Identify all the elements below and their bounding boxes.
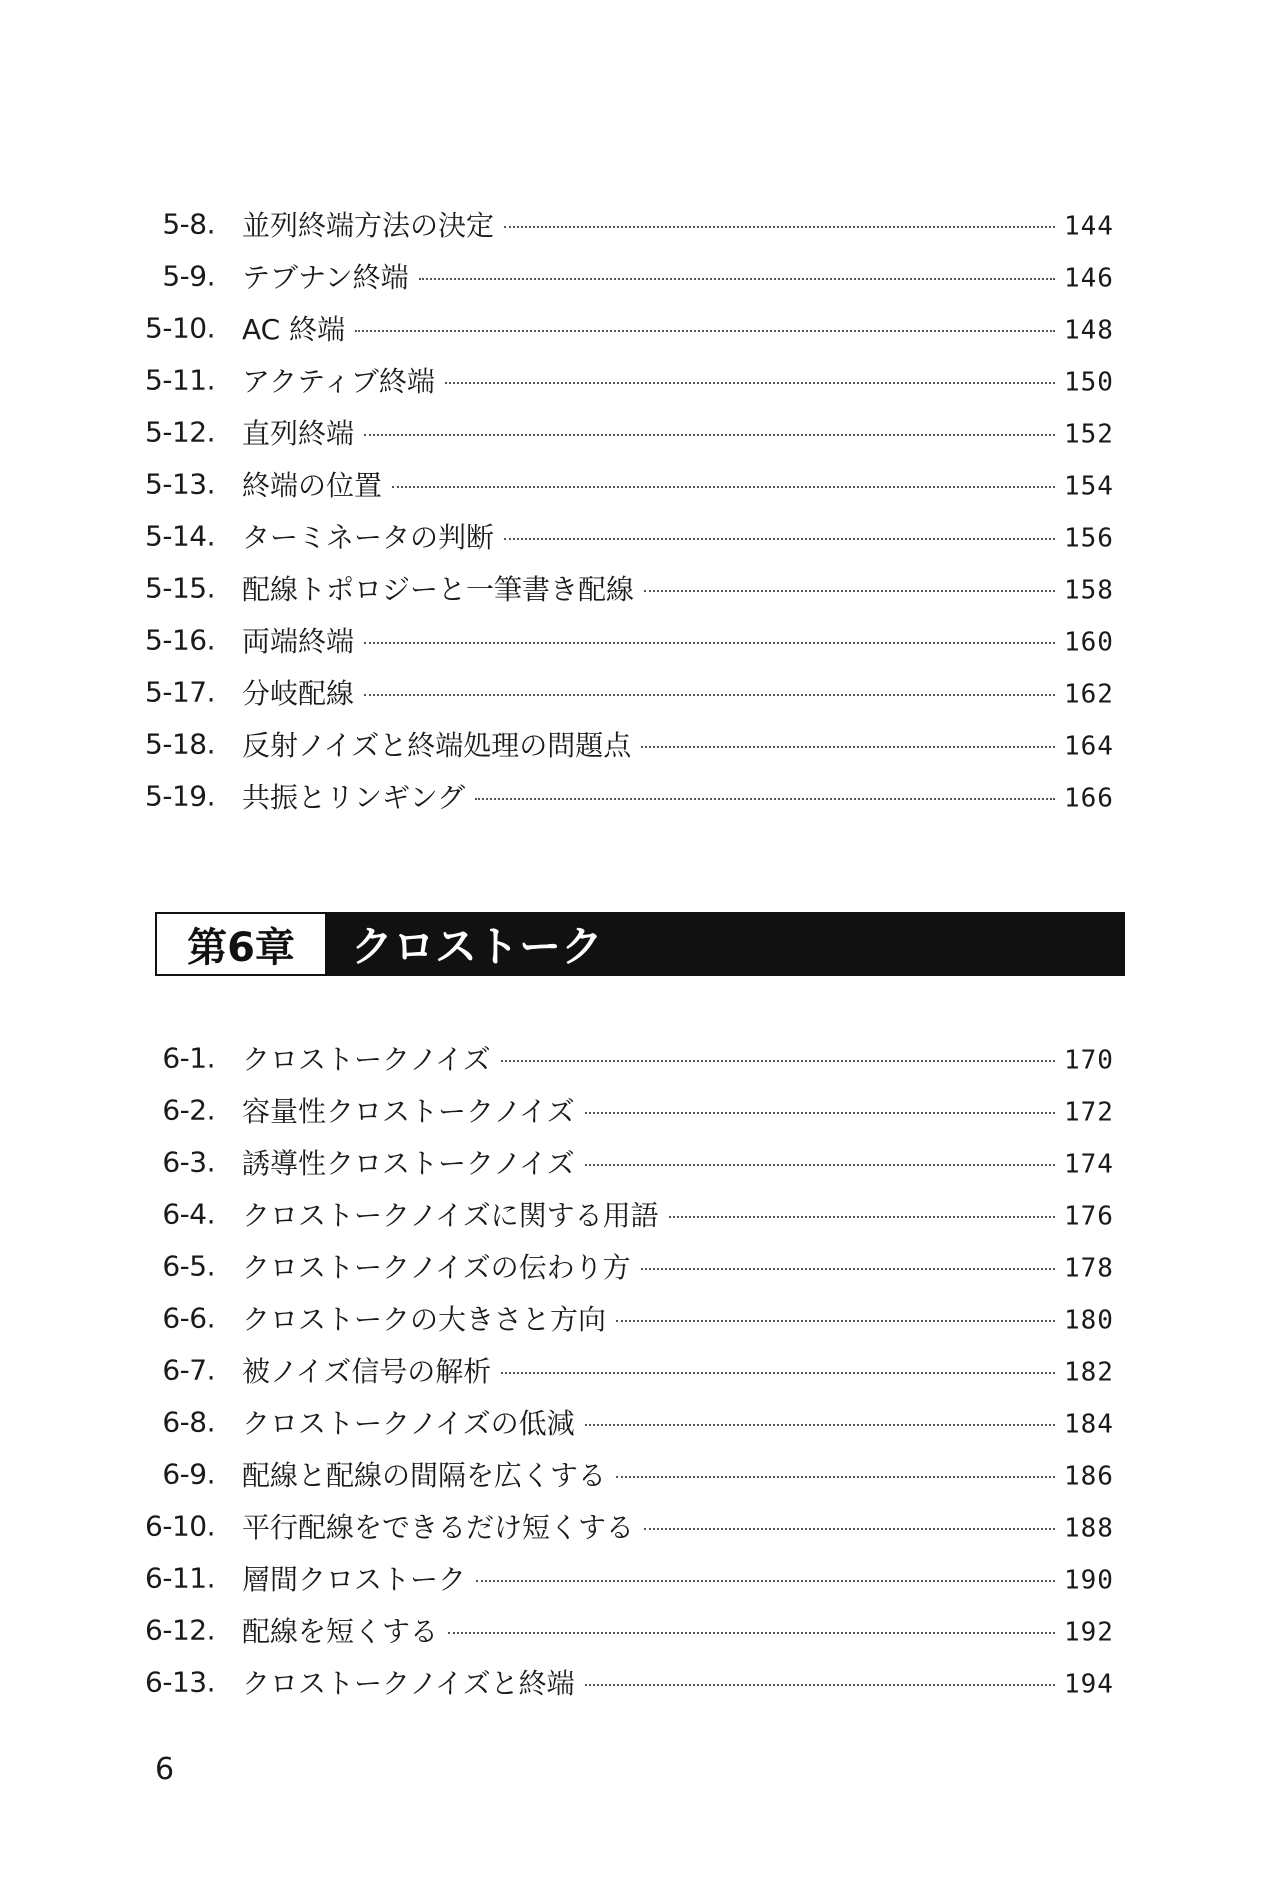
toc-entry[interactable]	[0, 1604, 1280, 1656]
entry-title: アクティブ終端	[242, 365, 435, 398]
toc-entry[interactable]	[0, 562, 1280, 614]
entry-number: 5-19.	[145, 779, 215, 813]
leader-dots	[392, 486, 1055, 488]
entry-number: 6-9.	[162, 1457, 215, 1491]
entry-page: 180	[1064, 1305, 1114, 1336]
entry-number: 5-18.	[145, 727, 215, 761]
leader-dots	[585, 1424, 1055, 1426]
entry-number: 6-7.	[162, 1353, 215, 1387]
leader-dots	[669, 1216, 1055, 1218]
entry-title: 層間クロストーク	[242, 1563, 467, 1596]
entry-number: 5-9.	[162, 259, 215, 293]
leader-dots	[644, 590, 1055, 592]
toc-entry[interactable]	[0, 1084, 1280, 1136]
toc-entry[interactable]	[0, 354, 1280, 406]
entry-page: 150	[1064, 367, 1114, 398]
entry-title: 両端終端	[242, 625, 355, 658]
leader-dots	[364, 434, 1055, 436]
entry-title: 終端の位置	[242, 469, 383, 502]
entry-number: 6-3.	[162, 1145, 215, 1179]
toc-entry[interactable]	[0, 614, 1280, 666]
toc-entry[interactable]	[0, 1136, 1280, 1188]
leader-dots	[476, 1580, 1055, 1582]
entry-page: 174	[1064, 1149, 1114, 1180]
entry-number: 6-2.	[162, 1093, 215, 1127]
entry-title: 分岐配線	[242, 677, 355, 710]
entry-page: 184	[1064, 1409, 1114, 1440]
entry-number: 6-10.	[145, 1509, 215, 1543]
toc-entry[interactable]	[0, 1552, 1280, 1604]
toc-entry[interactable]	[0, 1032, 1280, 1084]
entry-page: 162	[1064, 679, 1114, 710]
leader-dots	[419, 278, 1055, 280]
leader-dots	[641, 1268, 1055, 1270]
entry-page: 188	[1064, 1513, 1114, 1544]
entry-page: 158	[1064, 575, 1114, 606]
entry-title: クロストークノイズの低減	[242, 1407, 575, 1440]
entry-page: 178	[1064, 1253, 1114, 1284]
leader-dots	[445, 382, 1055, 384]
entry-number: 5-17.	[145, 675, 215, 709]
leader-dots	[501, 1372, 1055, 1374]
entry-page: 164	[1064, 731, 1114, 762]
leader-dots	[364, 694, 1055, 696]
leader-dots	[364, 642, 1055, 644]
entry-page: 156	[1064, 523, 1114, 554]
toc-entry[interactable]	[0, 1188, 1280, 1240]
leader-dots	[616, 1320, 1055, 1322]
page-number: 6	[155, 1752, 175, 1787]
chapter-label: 第6章	[157, 914, 327, 974]
toc-section-6	[0, 1032, 1280, 1708]
toc-entry[interactable]	[0, 1292, 1280, 1344]
entry-title: 共振とリンギング	[242, 781, 466, 814]
leader-dots	[501, 1060, 1055, 1062]
toc-entry[interactable]	[0, 770, 1280, 822]
entry-page: 146	[1064, 263, 1114, 294]
entry-title: クロストークノイズの伝わり方	[242, 1251, 631, 1284]
toc-entry[interactable]	[0, 406, 1280, 458]
leader-dots	[504, 226, 1055, 228]
toc-entry[interactable]	[0, 1448, 1280, 1500]
entry-number: 5-11.	[145, 363, 215, 397]
leader-dots	[355, 330, 1055, 332]
entry-title: クロストークノイズに関する用語	[242, 1199, 659, 1232]
toc-entry[interactable]	[0, 1344, 1280, 1396]
entry-title: クロストークの大きさと方向	[242, 1303, 607, 1336]
entry-number: 5-16.	[145, 623, 215, 657]
leader-dots	[585, 1164, 1055, 1166]
entry-number: 6-6.	[162, 1301, 215, 1335]
chapter-title: クロストーク	[327, 914, 1123, 974]
entry-number: 6-8.	[162, 1405, 215, 1439]
entry-page: 186	[1064, 1461, 1114, 1492]
entry-page: 194	[1064, 1669, 1114, 1700]
toc-entry[interactable]	[0, 458, 1280, 510]
toc-entry[interactable]	[0, 1500, 1280, 1552]
entry-number: 5-15.	[145, 571, 215, 605]
entry-title: 直列終端	[242, 417, 355, 450]
leader-dots	[448, 1632, 1055, 1634]
leader-dots	[475, 798, 1055, 800]
leader-dots	[616, 1476, 1055, 1478]
entry-title: 容量性クロストークノイズ	[242, 1095, 575, 1128]
entry-number: 6-1.	[162, 1041, 215, 1075]
toc-entry[interactable]	[0, 666, 1280, 718]
entry-page: 176	[1064, 1201, 1114, 1232]
toc-entry[interactable]	[0, 1656, 1280, 1708]
leader-dots	[644, 1528, 1055, 1530]
entry-title: クロストークノイズと終端	[242, 1667, 575, 1700]
toc-entry[interactable]	[0, 1396, 1280, 1448]
toc-entry[interactable]	[0, 302, 1280, 354]
entry-title: 誘導性クロストークノイズ	[242, 1147, 575, 1180]
entry-number: 5-8.	[162, 207, 215, 241]
entry-page: 172	[1064, 1097, 1114, 1128]
chapter-header[interactable]	[155, 912, 1125, 976]
entry-number: 5-10.	[145, 311, 215, 345]
toc-entry[interactable]	[0, 1240, 1280, 1292]
leader-dots	[641, 746, 1055, 748]
entry-page: 182	[1064, 1357, 1114, 1388]
leader-dots	[585, 1112, 1055, 1114]
entry-title: 並列終端方法の決定	[242, 209, 495, 242]
entry-page: 192	[1064, 1617, 1114, 1648]
entry-number: 6-5.	[162, 1249, 215, 1283]
entry-page: 148	[1064, 315, 1114, 346]
toc-section-5	[0, 198, 1280, 822]
entry-title: AC 終端	[242, 313, 346, 346]
entry-title: ターミネータの判断	[242, 521, 495, 554]
toc-entry[interactable]	[0, 510, 1280, 562]
entry-number: 5-13.	[145, 467, 215, 501]
entry-page: 166	[1064, 783, 1114, 814]
entry-title: 平行配線をできるだけ短くする	[242, 1511, 635, 1544]
entry-number: 5-14.	[145, 519, 215, 553]
entry-title: 配線トポロジーと一筆書き配線	[242, 573, 635, 606]
entry-title: 配線を短くする	[242, 1615, 439, 1648]
leader-dots	[504, 538, 1055, 540]
entry-number: 6-13.	[145, 1665, 215, 1699]
entry-page: 144	[1064, 211, 1114, 242]
entry-title: 配線と配線の間隔を広くする	[242, 1459, 607, 1492]
entry-page: 190	[1064, 1565, 1114, 1596]
entry-page: 160	[1064, 627, 1114, 658]
leader-dots	[585, 1684, 1055, 1686]
entry-number: 6-12.	[145, 1613, 215, 1647]
entry-title: 反射ノイズと終端処理の問題点	[242, 729, 632, 762]
entry-page: 154	[1064, 471, 1114, 502]
toc-entry[interactable]	[0, 250, 1280, 302]
entry-number: 5-12.	[145, 415, 215, 449]
entry-title: テブナン終端	[242, 261, 409, 294]
entry-number: 6-4.	[162, 1197, 215, 1231]
entry-number: 6-11.	[145, 1561, 215, 1595]
entry-page: 170	[1064, 1045, 1114, 1076]
toc-entry[interactable]	[0, 718, 1280, 770]
entry-title: 被ノイズ信号の解析	[242, 1355, 492, 1388]
entry-title: クロストークノイズ	[242, 1043, 491, 1076]
toc-entry[interactable]	[0, 198, 1280, 250]
entry-page: 152	[1064, 419, 1114, 450]
